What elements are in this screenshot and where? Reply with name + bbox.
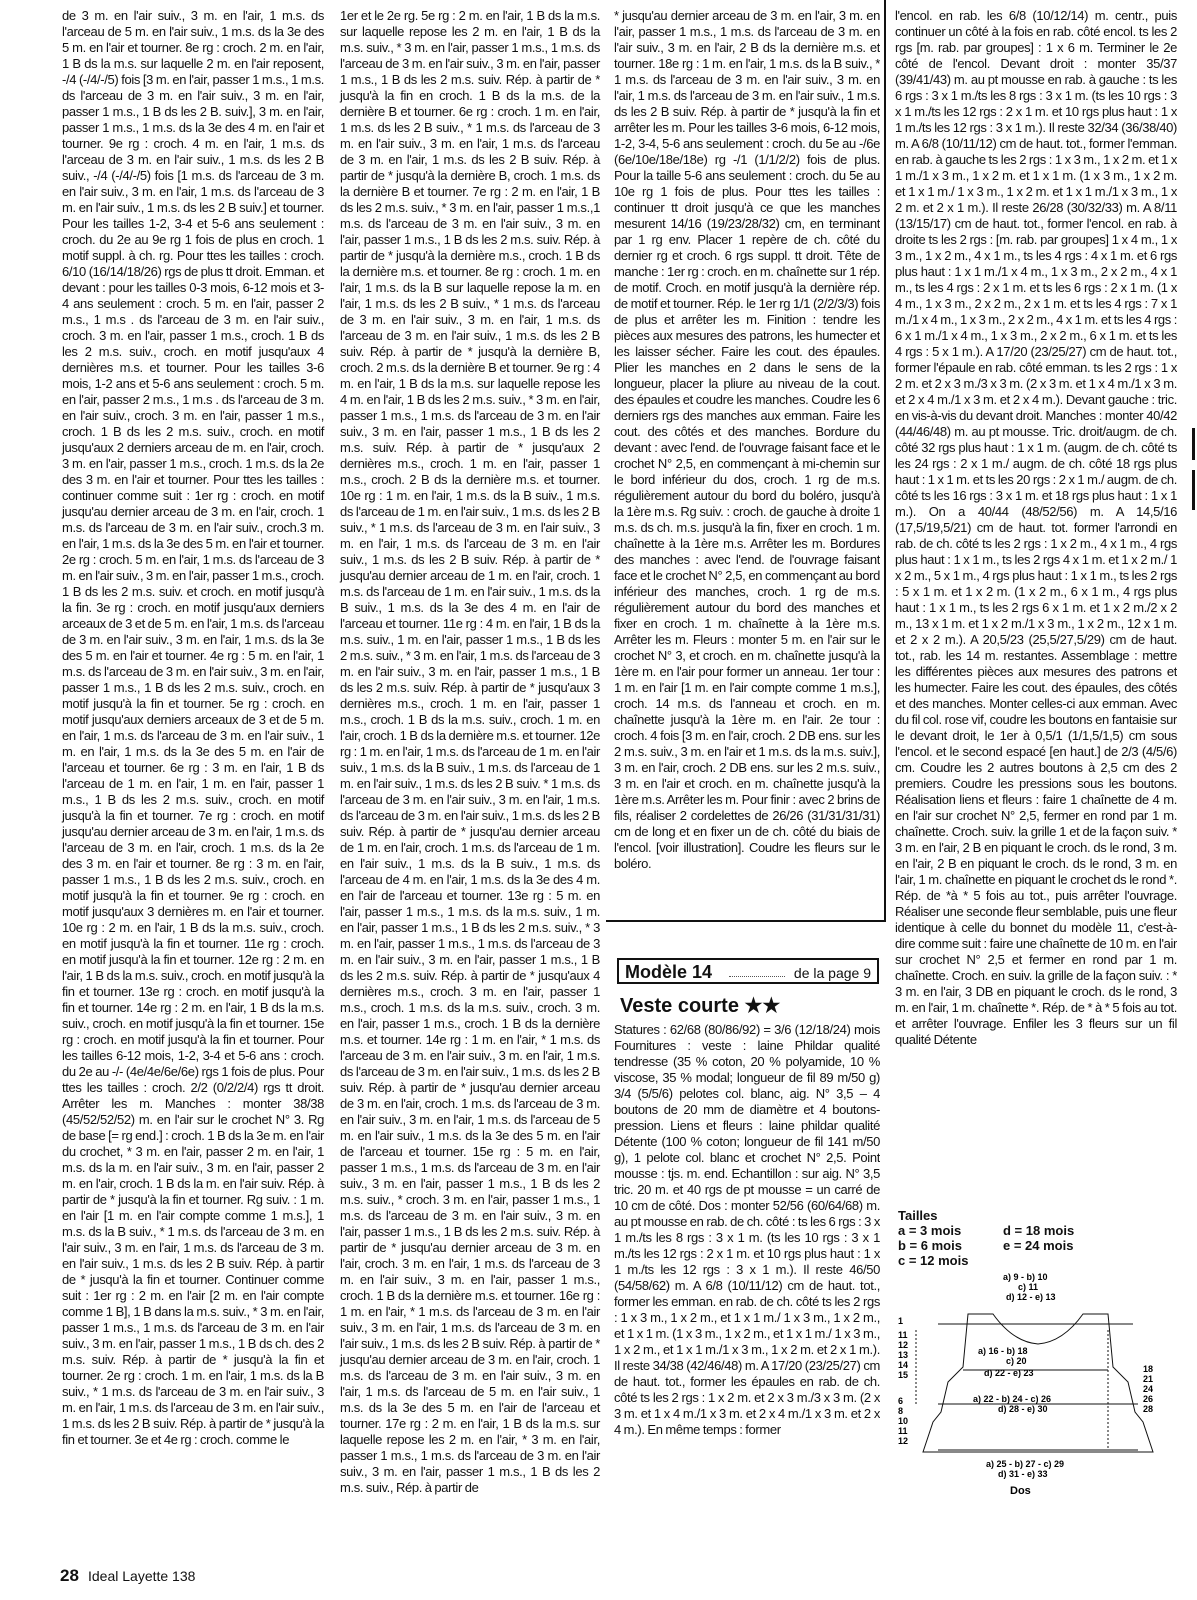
leader-dots bbox=[729, 976, 785, 977]
column-3b-text: Statures : 62/68 (80/86/92) = 3/6 (12/18/24) mois Fournitures : veste : laine Phildar qualité tendresse (35 % coton, 20 % polyamide, 10 % viscose, 35 % modal; longueur de fil 89 m/50 g) 3/4 (5/5/6) pelotes col. blanc, aig. N° 3,5 – 4 boutons de 20 mm de diamètre et 4 boutons-pression. Liens et fleurs : laine phildar qualité Détente (100 % coton; longueur de fil 141 m/50 g), 1 pelote col. blanc et crochet N° 2,5. Point mousse : tjs. m. end. Echantillon : sur aig. N° 3,5 tric. 20 m. et 40 rgs de pt mousse = un carré de 10 cm de côté. Dos : monter 52/56 (60/64/68) m. au pt mousse en rab. de ch. côté : ts les 6 rgs : 3 x 1 m./ts les 8 rgs : 3 x 1 m. (ts les 10 rgs : 3 x 1 m./ts les 12 rgs : 2 x 1 m. et 10 rgs plus haut : 1 x 1 m./ts les 12 rgs : 3 x 1 m.). Il reste 46/50 (54/58/62) m. A 6/8 (10/11/12) cm de haut. tot., former les emman. en rab. de ch. côté ts les 2 rgs : 1 x 3 m., 1 x 2 m., et 1 x 1 m./ 1 x 3 m., 1 x 2 m., et 1 x 1 m. (1 x 3 m., 1 x 2 m., et 1 x 1 m./ 1 x 3 m., 1 x 2 m., et 1 x 1 m./1 x 3 m., 1 x 2 m. et 2 x 1 m.). Il reste 34/38 (42/46/48) m. A 17/20 (23/25/27) cm de haut. tot., former les épaules en rab. de ch. côté ts les 2 rgs : 1 x 2 m. et 2 x 3 m./3 x 3 m. (2 x 3 m. et 1 x 4 m./1 x 3 m. et 2 x 4 m./1 x 3 m. et 2 x 4 m.). En même temps : former bbox=[614, 1022, 880, 1437]
diag-bot-1: a) 25 - b) 27 - c) 29 bbox=[986, 1459, 1065, 1469]
diag-mid-1: a) 16 - b) 18 bbox=[978, 1346, 1028, 1356]
diag-top-2: c) 11 bbox=[1018, 1282, 1039, 1292]
column-3-text: * jusqu'au dernier arceau de 3 m. en l'air, 3 m. en l'air, passer 1 m.s., 1 m.s. ds l'arceau de 3 m. en l'air suiv., 3 m. en l'air, 2 B ds la dernière m.s. et tourner. 18e rg : 1 m. en l'air, 1 m.s. ds la B suiv., * 1 m.s. ds l'arceau de 3 m. en l'air suiv., 3 m. en l'air, 1 m.s. ds l'arceau de 3 m. en l'air suiv., 1 m.s. ds les 2 B suiv. Rép. à partir de * jusqu'à la fin et arrêter les m. Pour les tailles 3-6 mois, 6-12 mois, 1-2, 3-4, 5-6 ans seulement : croch. du 5e au -/6e (6e/10e/18e/18e) rg -/1 (1/1/2/2) fois de plus. Pour la taille 5-6 ans seulement : croch. du 5e au 10e rg 1 fois de plus. Pour ttes les tailles : continuer tt droit jusqu'à ce que les manches mesurent 14/16 (19/23/28/32) cm, en terminant par 1 rg env. Placer 1 repère de ch. côté du dernier rg et croch. 6 rgs suppl. tt droit. Tête de manche : 1er rg : croch. en m. chaînette sur 1 rép. de motif. Croch. en motif jusqu'à la dernière rép. de motif et tourner. Rép. le 1er rg 1/1 (2/2/3/3) fois de plus et arrêter les m. Finition : tendre les pièces aux mesures des patrons, les humecter et les laisser sécher. Faire les cout. des épaules. Plier les manches en 2 dans le sens de la longueur, placer la pliure au niveau de la cout. des épaules et coudre les manches. Coudre les 6 derniers rgs des manches aux emman. Faire les cout. des côtés et des manches. Bordure du devant : avec l'end. de l'ouvrage faisant face et le crochet N° 2,5, en commençant à mi-chemin sur le bord inférieur du dos, croch. 1 rg de m.s. régulièrement autour du bord du boléro, jusqu'à la 1ère m.s. Rg suiv. : croch. de gauche à droite 1 m.s. ds ch. m.s. jusqu'à la fin, fixer en croch. 1 m. chaînette à la 1ère m.s. Arrêter les m. Bordures des manches : avec l'end. de l'ouvrage faisant face et le crochet N° 2,5, en commençant au bord inférieur des manches, croch. 1 rg de m.s. régulièrement autour du bord des manches et fixer en croch. 1 m. chaînette à la 1ère m.s. Arrêter les m. Fleurs : monter 5 m. en l'air sur le crochet N° 3, et croch. en m. chaînette jusqu'à la 1ère m. en l'air pour former un anneau. 1er tour : 1 m. en l'air [1 m. en l'air compte comme 1 m.s.], croch. 14 m.s. ds l'anneau et croch. en m. chaînette jusqu'à la 1ère m. en l'air. 2e tour : croch. 4 fois [3 m. en l'air, croch. 2 DB ens. sur les 2 m.s. suiv., 3 m. en l'air et 1 m.s. ds la m.s. suiv.], 3 m. en l'air, croch. 2 DB ens. sur les 2 m.s. suiv., 3 m. en l'air et croch. en m. chaînette jusqu'à la 1ère m.s. Arrêter les m. Pour finir : avec 2 brins de fils, réaliser 2 cordelettes de 26/26 (31/31/31/31) cm de long et en fixer un de ch. côté du biais de l'encol. [voir illustration]. Coudre les fleurs sur le boléro. bbox=[614, 8, 880, 871]
model-page-ref: de la page 9 bbox=[793, 965, 871, 981]
diag-top-3: d) 12 - e) 13 bbox=[1006, 1292, 1056, 1302]
diag-left-a: 13 bbox=[898, 1350, 909, 1360]
column-4-text: l'encol. en rab. les 6/8 (10/12/14) m. centr., puis continuer un côté à la fois en rab. côté encol. ts les 2 rgs [m. rab. par groupes] : 1 x 6 m. Terminer le 2e côté de l'encol. Devant droit : monter 35/37 (39/41/43) m. au pt mousse en rab. à gauche : ts les 6 rgs : 3 x 1 m./ts les 8 rgs : 3 x 1 m. (ts les 10 rgs : 3 x 1 m./ts les 12 rgs : 2 x 1 m. et 10 rgs plus haut : 1 x 1 m./ts les 12 rgs : 3 x 1 m.). Il reste 32/34 (36/38/40) m. A 6/8 (10/11/12) cm de haut. tot., former l'emman. en rab. à gauche ts les 2 rgs : 1 x 3 m., 1 x 2 m. et 1 x 1 m./1 x 3 m., 1 x 2 m. et 1 x 1 m. (1 x 3 m., 1 x 2 m. et 1 x 1 m./ 1 x 3 m., 1 x 2 m. et 1 x 1 m./1 x 3 m., 1 x 2 m. et 2 x 1 m.). Il reste 26/28 (30/32/33) m. A 8/11 (13/15/17) cm de haut. tot., former l'encol. en rab. à droite ts les 2 rgs : [m. rab. par groupes] 1 x 4 m., 1 x 3 m., 1 x 2 m., 4 x 1 m., ts les 4 rgs : 4 x 1 m. et 6 rgs plus haut : 1 x 1 m./1 x 4 m., 1 x 3 m., 2 x 2 m., 4 x 1 m., ts les 4 rgs : 2 x 1 m. et ts les 6 rgs : 2 x 1 m. (1 x 4 m., 1 x 3 m., 2 x 2 m., 2 x 1 m. et ts les 4 rgs : 7 x 1 m./1 x 4 m., 1 x 3 m., 2 x 2 m., 4 x 1 m. et ts les 4 rgs : 6 x 1 m./1 x 4 m., 1 x 3 m., 2 x 2 m., 6 x 1 m. et ts les 4 rgs : 5 x 1 m.). A 17/20 (23/25/27) cm de haut. tot., former l'épaule en rab. côté emman. ts les 2 rgs : 1 x 2 m. et 2 x 3 m./3 x 3 m. (2 x 3 m. et 1 x 4 m./1 x 3 m. et 2 x 4 m./1 x 3 m. et 2 x 4 m.). Devant gauche : tric. en vis-à-vis du devant droit. Manches : monter 40/42 (44/46/48) m. au pt mousse. Tric. droit/augm. de ch. côté 32 rgs plus haut : 1 x 1 m. (augm. de ch. côté ts les 24 rgs : 2 x 1 m./ augm. de ch. côté 18 rgs plus haut : 1 x 1 m. et ts les 20 rgs : 2 x 1 m./ augm. de ch. côté ts les 16 rgs : 3 x 1 m. et 18 rgs plus haut : 1 x 1 m.). On a 40/44 (48/52/56) m. A 14,5/16 (17,5/19,5/21) cm de haut. tot. former l'arrondi en rab. de ch. côté ts les 2 rgs : 1 x 2 m., 4 x 1 m., 4 rgs plus haut : 1 x 1 m., ts les 2 rgs 4 x 1 m. et 1 x 2 m./ 1 x 2 m., 5 x 1 m., 4 rgs plus haut : 1 x 1 m., ts les 2 rgs : 5 x 1 m. et 1 x 2 m. (1 x 2 m., 6 x 1 m., 4 rgs plus haut : 1 x 1 m., ts les 2 rgs 6 x 1 m. et 1 x 2 m./2 x 2 m., 13 x 1 m. et 1 x 2 m./1 x 3 m., 1 x 2 m., 12 x 1 m. et 2 x 2 m.). A 20,5/23 (25,5/27,5/29) cm de haut. tot., rab. les 14 m. restantes. Assemblage : mettre les différentes pièces aux mesures des patrons et les humecter. Faire les cout. des épaules, des côtés et des manches. Monter celles-ci aux emman. Avec du fil col. rose vif, coudre les boutons en fantaisie sur le devant droit, le 1er à 0,5/1 (1/1,5/1,5) cm sous l'encol. et le second espacé [en haut.] de 2/3 (4/5/6) cm. Coudre les 2 autres boutons à 2,5 cm des 2 premiers. Coudre les pressions sous les boutons. Réalisation liens et fleurs : faire 1 chaînette de 4 m. en l'air sur crochet N° 2,5, fermer en rond par 1 m. chaînette. Croch. suiv. la grille 1 et de la façon suiv. * 3 m. en l'air, 2 B en piquant le croch. ds le rond, 3 m. en l'air, 2 B en piquant le croch. ds le rond, 3 m. en l'air, 1 m. chaînette en piquant le crochet ds le rond *. Rép. de *à * 5 fois au tot., puis arrêter l'ouvrage. Réaliser une seconde fleur semblable, puis une fleur identique à celle du bonnet du modèle 11, c'est-à-dire comme suit : faire une chaînette de 10 m. en l'air sur crochet N° 2,5 et fermer en rond par 1 m. chaînette. Croch. en suiv. la grille de la façon suiv. : * 3 m. en l'air, 3 DB en piquant le croch. ds le rond, 3 m. en l'air, 1 m. chaînette *. Rép. de * à * 5 fois au tot. et arrêter l'ouvrage. Enfiler les 3 fleurs sur un fil qualité Détente bbox=[895, 8, 1177, 1047]
diag-left-a: 14 bbox=[898, 1360, 909, 1370]
back-pattern-diagram bbox=[898, 1272, 1178, 1562]
diag-right: 26 bbox=[1143, 1394, 1154, 1404]
text-column-1 bbox=[62, 8, 324, 1448]
diag-top-1: a) 9 - b) 10 bbox=[1003, 1272, 1048, 1282]
diag-left-b: 10 bbox=[898, 1416, 909, 1426]
magazine-name: Ideal Layette 138 bbox=[88, 1568, 196, 1584]
diag-right: 21 bbox=[1143, 1374, 1154, 1384]
model-title: Modèle 14 bbox=[625, 962, 713, 982]
diag-right: 18 bbox=[1143, 1364, 1154, 1374]
page-number: 28 bbox=[60, 1566, 79, 1585]
diag-left-b: 8 bbox=[898, 1406, 904, 1416]
diag-right: 28 bbox=[1143, 1404, 1154, 1414]
diag-left-a: 15 bbox=[898, 1370, 909, 1380]
diag-low-1: a) 22 - b) 24 - c) 26 bbox=[973, 1394, 1052, 1404]
diag-mid-2: c) 20 bbox=[1006, 1356, 1027, 1366]
model-header-box bbox=[617, 958, 879, 984]
sizes-legend bbox=[898, 1208, 1074, 1268]
diag-low-2: d) 28 - e) 30 bbox=[998, 1404, 1048, 1414]
edge-mark bbox=[1192, 428, 1195, 460]
diag-bot-2: d) 31 - e) 33 bbox=[998, 1469, 1048, 1479]
diag-left-b: 6 bbox=[898, 1396, 904, 1406]
diag-right: 24 bbox=[1143, 1384, 1154, 1394]
model-heading: Veste courte ★★ bbox=[620, 995, 781, 1017]
diag-left-a: 11 bbox=[898, 1330, 908, 1340]
edge-mark bbox=[1192, 470, 1195, 510]
sizes-row: a = 3 mois d = 18 mois bbox=[898, 1223, 1075, 1238]
diag-left-a: 12 bbox=[898, 1340, 909, 1350]
sizes-row: b = 6 mois e = 24 mois bbox=[898, 1238, 1074, 1253]
sizes-row: c = 12 mois bbox=[898, 1253, 969, 1268]
column-2-text: 1er et le 2e rg. 5e rg : 2 m. en l'air, 1 B ds la m.s. sur laquelle repose les 2 m. en l'air, 1 B ds la m.s. suiv., * 3 m. en l'air, passer 1 m.s., 1 m.s. ds l'arceau de 3 m. en l'air suiv., 3 m. en l'air, passer 1 m.s., 1 B ds les 2 m.s. suiv. Rép. à partir de * jusqu'à la fin en croch. 1 B ds la m.s. de la dernière B et tourner. 6e rg : croch. 1 m. en l'air, 1 m.s. ds les 2 B suiv., * 1 m.s. ds l'arceau de 3 m. en l'air suiv., 3 m. en l'air, 1 m.s. ds l'arceau de 3 m. en l'air, 1 m.s. ds les 2 B suiv. Rép. à partir de * jusqu'à la dernière B, croch. 1 m.s. ds la dernière B et tourner. 7e rg : 2 m. en l'air, 1 B ds les 2 m.s. suiv., * 3 m. en l'air, passer 1 m.s.,1 m.s. ds l'arceau de 3 m. en l'air suiv., 3 m. en l'air, passer 1 m.s., 1 B ds les 2 m.s. suiv. Rép. à partir de * jusqu'à la dernière m.s., croch. 1 B ds la dernière m.s. et tourner. 8e rg : croch. 1 m. en l'air, 1 m.s. ds la B sur laquelle repose la m. en l'air, 1 m.s. ds les 2 B suiv., * 1 m.s. ds l'arceau de 3 m. en l'air suiv., 3 m. en l'air, 1 m.s. ds l'arceau de 3 m. en l'air suiv., 1 m.s. ds les 2 B suiv. Rép. à partir de * jusqu'à la dernière B, croch. 2 m.s. ds la dernière B et tourner. 9e rg : 4 m. en l'air, 1 B ds la m.s. sur laquelle repose les 4 m. en l'air, 1 B ds les 2 m.s. suiv., * 3 m. en l'air, passer 1 m.s., 1 m.s. ds l'arceau de 3 m. en l'air suiv., 3 m. en l'air, passer 1 m.s., 1 B ds les 2 m.s. suiv. Rép. à partir de * jusqu'aux 2 dernières m.s., croch. 1 m. en l'air, passer 1 m.s., croch. 2 B ds la dernière m.s. et tourner. 10e rg : 1 m. en l'air, 1 m.s. ds la B suiv., 1 m.s. ds l'arceau de 1 m. en l'air suiv., 1 m.s. ds les 2 B suiv., * 1 m.s. ds l'arceau de 3 m. en l'air suiv., 3 m. en l'air, 1 m.s. ds l'arceau de 3 m. en l'air suiv., 1 m.s. ds les 2 B suiv. Rép. à partir de * jusqu'au dernier arceau de 1 m. en l'air, croch. 1 m.s. ds l'arceau de 1 m. en l'air suiv., 1 m.s. ds la B suiv., 1 m.s. ds la 3e des 4 m. en l'air de l'arceau et tourner. 11e rg : 4 m. en l'air, 1 B ds la m.s. suiv., 1 m. en l'air, passer 1 m.s., 1 B ds les 2 m.s. suiv., * 3 m. en l'air, 1 m.s. ds l'arceau de 3 m. en l'air suiv., 3 m. en l'air, passer 1 m.s., 1 B ds les 2 m.s. suiv. Rép. à partir de * jusqu'aux 3 dernières m.s., croch. 1 m. en l'air, passer 1 m.s., croch. 1 B ds la m.s. suiv., croch. 1 m. en l'air, croch. 1 B ds la dernière m.s. et tourner. 12e rg : 1 m. en l'air, 1 m.s. ds l'arceau de 1 m. en l'air suiv., 1 m.s. ds la B suiv., 1 m.s. ds l'arceau de 1 m. en l'air suiv., 1 m.s. ds les 2 B suiv. * 1 m.s. ds l'arceau de 3 m. en l'air suiv., 3 m. en l'air, 1 m.s. ds l'arceau de 3 m. en l'air suiv., 1 m.s. ds les 2 B suiv. Rép. à partir de * jusqu'au dernier arceau de 1 m. en l'air, croch. 1 m.s. ds l'arceau de 1 m. en l'air suiv., 1 m.s. ds la B suiv., 1 m.s. ds l'arceau de 4 m. en l'air, 1 m.s. ds la 3e des 4 m. en l'air de l'arceau et tourner. 13e rg : 5 m. en l'air, passer 1 m.s., 1 m.s. ds la m.s. suiv., 1 m. en l'air, passer 1 m.s., 1 B ds les 2 m.s. suiv., * 3 m. en l'air, passer 1 m.s., 1 m.s. ds l'arceau de 3 m. en l'air suiv., 3 m. en l'air, passer 1 m.s., 1 B ds les 2 m.s. suiv. Rép. à partir de * jusqu'aux 4 dernières m.s., croch. 3 m. en l'air, passer 1 m.s., croch. 1 m.s. ds la m.s. suiv., croch. 3 m. en l'air, passer 1 m.s., croch. 1 B ds la dernière m.s. et tourner. 14e rg : 1 m. en l'air, * 1 m.s. ds l'arceau de 3 m. en l'air suiv., 3 m. en l'air, 1 m.s. ds l'arceau de 3 m. en l'air suiv., 1 m.s. ds les 2 B suiv. Rép. à partir de * jusqu'au dernier arceau de 3 m. en l'air, croch. 1 m.s. ds l'arceau de 3 m. en l'air suiv., 3 m. en l'air, 1 m.s. ds l'arceau de 5 m. en l'air suiv., 1 m.s. ds la 3e des 5 m. en l'air de l'arceau et tourner. 15e rg : 5 m. en l'air, passer 1 m.s., 1 m.s. ds l'arceau de 3 m. en l'air suiv., 3 m. en l'air, passer 1 m.s., 1 B ds les 2 m.s. suiv., * croch. 3 m. en l'air, passer 1 m.s., 1 m.s. ds l'arceau de 3 m. en l'air suiv., 3 m. en l'air, passer 1 m.s., 1 B ds les 2 m.s. suiv. Rép. à partir de * jusqu'au dernier arceau de 3 m. en l'air, croch. 3 m. en l'air, 1 m.s. ds l'arceau de 3 m. en l'air suiv., 3 m. en l'air, passer 1 m.s., croch. 1 B ds la dernière m.s. et tourner. 16e rg : 1 m. en l'air, * 1 m.s. ds l'arceau de 3 m. en l'air suiv., 3 m. en l'air, 1 m.s. ds l'arceau de 3 m. en l'air suiv., 1 m.s. ds les 2 B suiv. Rép. à partir de * jusqu'au dernier arceau de 3 m. en l'air, croch. 1 m.s. ds l'arceau de 3 m. en l'air suiv., 3 m. en l'air, 1 m.s. ds l'arceau de 5 m. en l'air suiv., 1 m.s. ds la 3e des 5 m. en l'air de l'arceau et tourner. 17e rg : 2 m. en l'air, 1 B ds la m.s. sur laquelle repose les 2 m. en l'air, * 3 m. en l'air, passer 1 m.s., 1 m.s. ds l'arceau de 3 m. en l'air suiv., 3 m. en l'air, passer 1 m.s., 1 B ds les 2 m.s. suiv., Rép. à partir de bbox=[340, 8, 600, 1495]
diag-left-top: 1 bbox=[898, 1316, 904, 1326]
diag-left-b: 11 bbox=[898, 1426, 908, 1436]
text-column-4 bbox=[895, 8, 1177, 1200]
text-column-3-bottom bbox=[614, 1022, 880, 1462]
text-column-3 bbox=[614, 8, 880, 898]
diag-caption: Dos bbox=[1010, 1485, 1031, 1497]
sizes-title: Tailles bbox=[898, 1208, 938, 1223]
diag-left-b: 12 bbox=[898, 1436, 909, 1446]
text-column-2 bbox=[340, 8, 600, 1496]
column-1-text: de 3 m. en l'air suiv., 3 m. en l'air, 1 m.s. ds l'arceau de 5 m. en l'air suiv., 1 m.s. ds la 3e des 5 m. en l'air et tourner. 8e rg : croch. 2 m. en l'air, 1 B ds la m.s. sur laquelle 2 m. en l'air reposent, -/4 (-/4/-/5) fois [3 m. en l'air, passer 1 m.s., 1 m.s. ds l'arceau de 3 m. en l'air suiv., 3 m. en l'air, passer 1 m.s., 1 B ds les 2 B. suiv.], 3 m. en l'air, passer 1 m.s., 1 m.s. ds la 3e des 4 m. en l'air et tourner. 9e rg : croch. 4 m. en l'air, 1 m.s. ds l'arceau de 3 m. en l'air suiv., 1 m.s. ds les 2 B suiv., -/4 (-/4/-/5) fois [1 m.s. ds l'arceau de 3 m. en l'air suiv., 3 m. en l'air, 1 m.s. ds l'arceau de 3 m. en l'air suiv., 1 m.s. ds les 2 B suiv.] et tourner. Pour les tailles 1-2, 3-4 et 5-6 ans seulement : croch. du 2e au 9e rg 1 fois de plus en croch. 1 motif suppl. à ch. rg. Pour ttes les tailles : croch. 6/10 (16/14/18/26) rgs de plus tt droit. Emman. et devant : pour les tailles 0-3 mois, 6-12 mois et 3-4 ans seulement : croch. 5 m. en l'air, passer 2 m.s., 1 m.s . ds l'arceau de 3 m. en l'air suiv., croch. 3 m. en l'air, passer 1 m.s., croch. 1 B ds les 2 m.s. suiv., croch. en motif jusqu'aux 4 dernières m.s. et tourner. Pour les tailles 3-6 mois, 1-2 ans et 5-6 ans seulement : croch. 5 m. en l'air, passer 2 m.s., 1 m.s . ds l'arceau de 3 m. en l'air suiv., croch. 3 m. en l'air, passer 1 m.s., croch. 1 B ds les 2 m.s. suiv., croch. en motif jusqu'aux 2 derniers arceau de m. en l'air, croch. 3 m. en l'air, passer 1 m.s., croch. 1 m.s. ds la 2e des 3 m. en l'air et tourner. Pour ttes les tailles : continuer comme suit : 1er rg : croch. en motif jusqu'au dernier arceau de 3 m. en l'air, croch. 1 m.s. ds l'arceau de 3 m. en l'air suiv., croch.3 m. en l'air, 1 m.s. ds la 3e des 5 m. en l'air et tourner. 2e rg : croch. 5 m. en l'air, 1 m.s. ds l'arceau de 3 m. en l'air suiv., 3 m. en l'air, passer 1 m.s., croch. 1 B ds les 2 m.s. suiv. et croch. en motif jusqu'à la fin. 3e rg : croch. en motif jusqu'aux derniers arceaux de 3 et de 5 m. en l'air, 1 m.s. ds l'arceau de 3 m. en l'air suiv., 3 m. en l'air, 1 m.s. ds la 3e des 5 m. en l'air et tourner. 4e rg : 5 m. en l'air, 1 m.s. ds l'arceau de 3 m. en l'air suiv., 3 m. en l'air, passer 1 m.s., 1 B ds les 2 m.s. suiv., croch. en motif jusqu'à la fin et tourner. 5e rg : croch. en motif jusqu'aux derniers arceaux de 3 et de 5 m. en l'air, 1 m.s. ds l'arceau de 3 m. en l'air suiv., 1 m. en l'air, 1 m.s. ds la 3e des 5 m. en l'air de l'arceau et tourner. 6e rg : 3 m. en l'air, 1 B ds l'arceau de 1 m. en l'air, 1 m. en l'air, passer 1 m.s., 1 B ds les 2 m.s. suiv., croch. en motif jusqu'à la fin et tourner. 7e rg : croch. en motif jusqu'au dernier arceau de 3 m. en l'air, 1 m.s. ds l'arceau de 3 m. en l'air, croch. 1 m.s. ds la 2e des 3 m. en l'air et tourner. 8e rg : 3 m. en l'air, passer 1 m.s., 1 B ds les 2 m.s. suiv., croch. en motif jusqu'à la fin et tourner. 9e rg : croch. en motif jusqu'aux 3 dernières m. en l'air et tourner. 10e rg : 2 m. en l'air, 1 B ds la m.s. suiv., croch. en motif jusqu'à la fin et tourner. 11e rg : croch. en motif jusqu'à la fin et tourner. 12e rg : 2 m. en l'air, 1 B ds la m.s. suiv., croch. en motif jusqu'à la fin et tourner. 13e rg : croch. en motif jusqu'à la fin et tourner. 14e rg : 2 m. en l'air, 1 B ds la m.s. suiv., croch. en motif jusqu'à la fin et tourner. 15e rg : croch. en motif jusqu'à la fin et tourner. Pour les tailles 6-12 mois, 1-2, 3-4 et 5-6 ans : croch. du 2e au -/- (4e/4e/6e/6e) rgs 1 fois de plus. Pour ttes les tailles : croch. 2/2 (0/2/2/4) rgs tt droit. Arrêter les m. Manches : monter 38/38 (45/52/52/52) m. en l'air sur le crochet N° 3. Rg de base [= rg end.] : croch. 1 B ds la 3e m. en l'air du crochet, * 3 m. en l'air, passer 2 m. en l'air, 1 m.s. ds la m. en l'air suiv., 3 m. en l'air, passer 2 m. en l'air, croch. 1 B ds la m. en l'air suiv. Rép. à partir de * jusqu'à la fin et tourner. Rg suiv. : 1 m. en l'air [1 m. en l'air compte comme 1 m.s.], 1 m.s. ds la B suiv., * 1 m.s. ds l'arceau de 3 m. en l'air suiv., 3 m. en l'air, 1 m.s. ds l'arceau de 3 m. en l'air suiv., 1 m.s. ds les 2 B suiv. Rép. à partir de * jusqu'à la fin et tourner. Continuer comme suit : 1er rg : 2 m. en l'air [2 m. en l'air compte comme 1 B], 1 B dans la m.s. suiv., * 3 m. en l'air, passer 1 m.s., 1 m.s. ds l'arceau de 3 m. en l'air suiv., 3 m. en l'air, passer 1 m.s., 1 B ds ch. des 2 m.s. suiv. Rép. à partir de * jusqu'à la fin et tourner. 2e rg : croch. 1 m. en l'air, 1 m.s. ds la B suiv., * 1 m.s. ds l'arceau de 3 m. en l'air suiv., 3 m. en l'air, 1 m.s. ds l'arceau de 3 m. en l'air suiv., 1 m.s. ds les 2 B suiv. Rép. à partir de * jusqu'à la fin et tourner. 3e et 4e rg : croch. comme le bbox=[62, 8, 324, 1447]
diag-mid-3: d) 22 - e) 23 bbox=[984, 1368, 1034, 1378]
